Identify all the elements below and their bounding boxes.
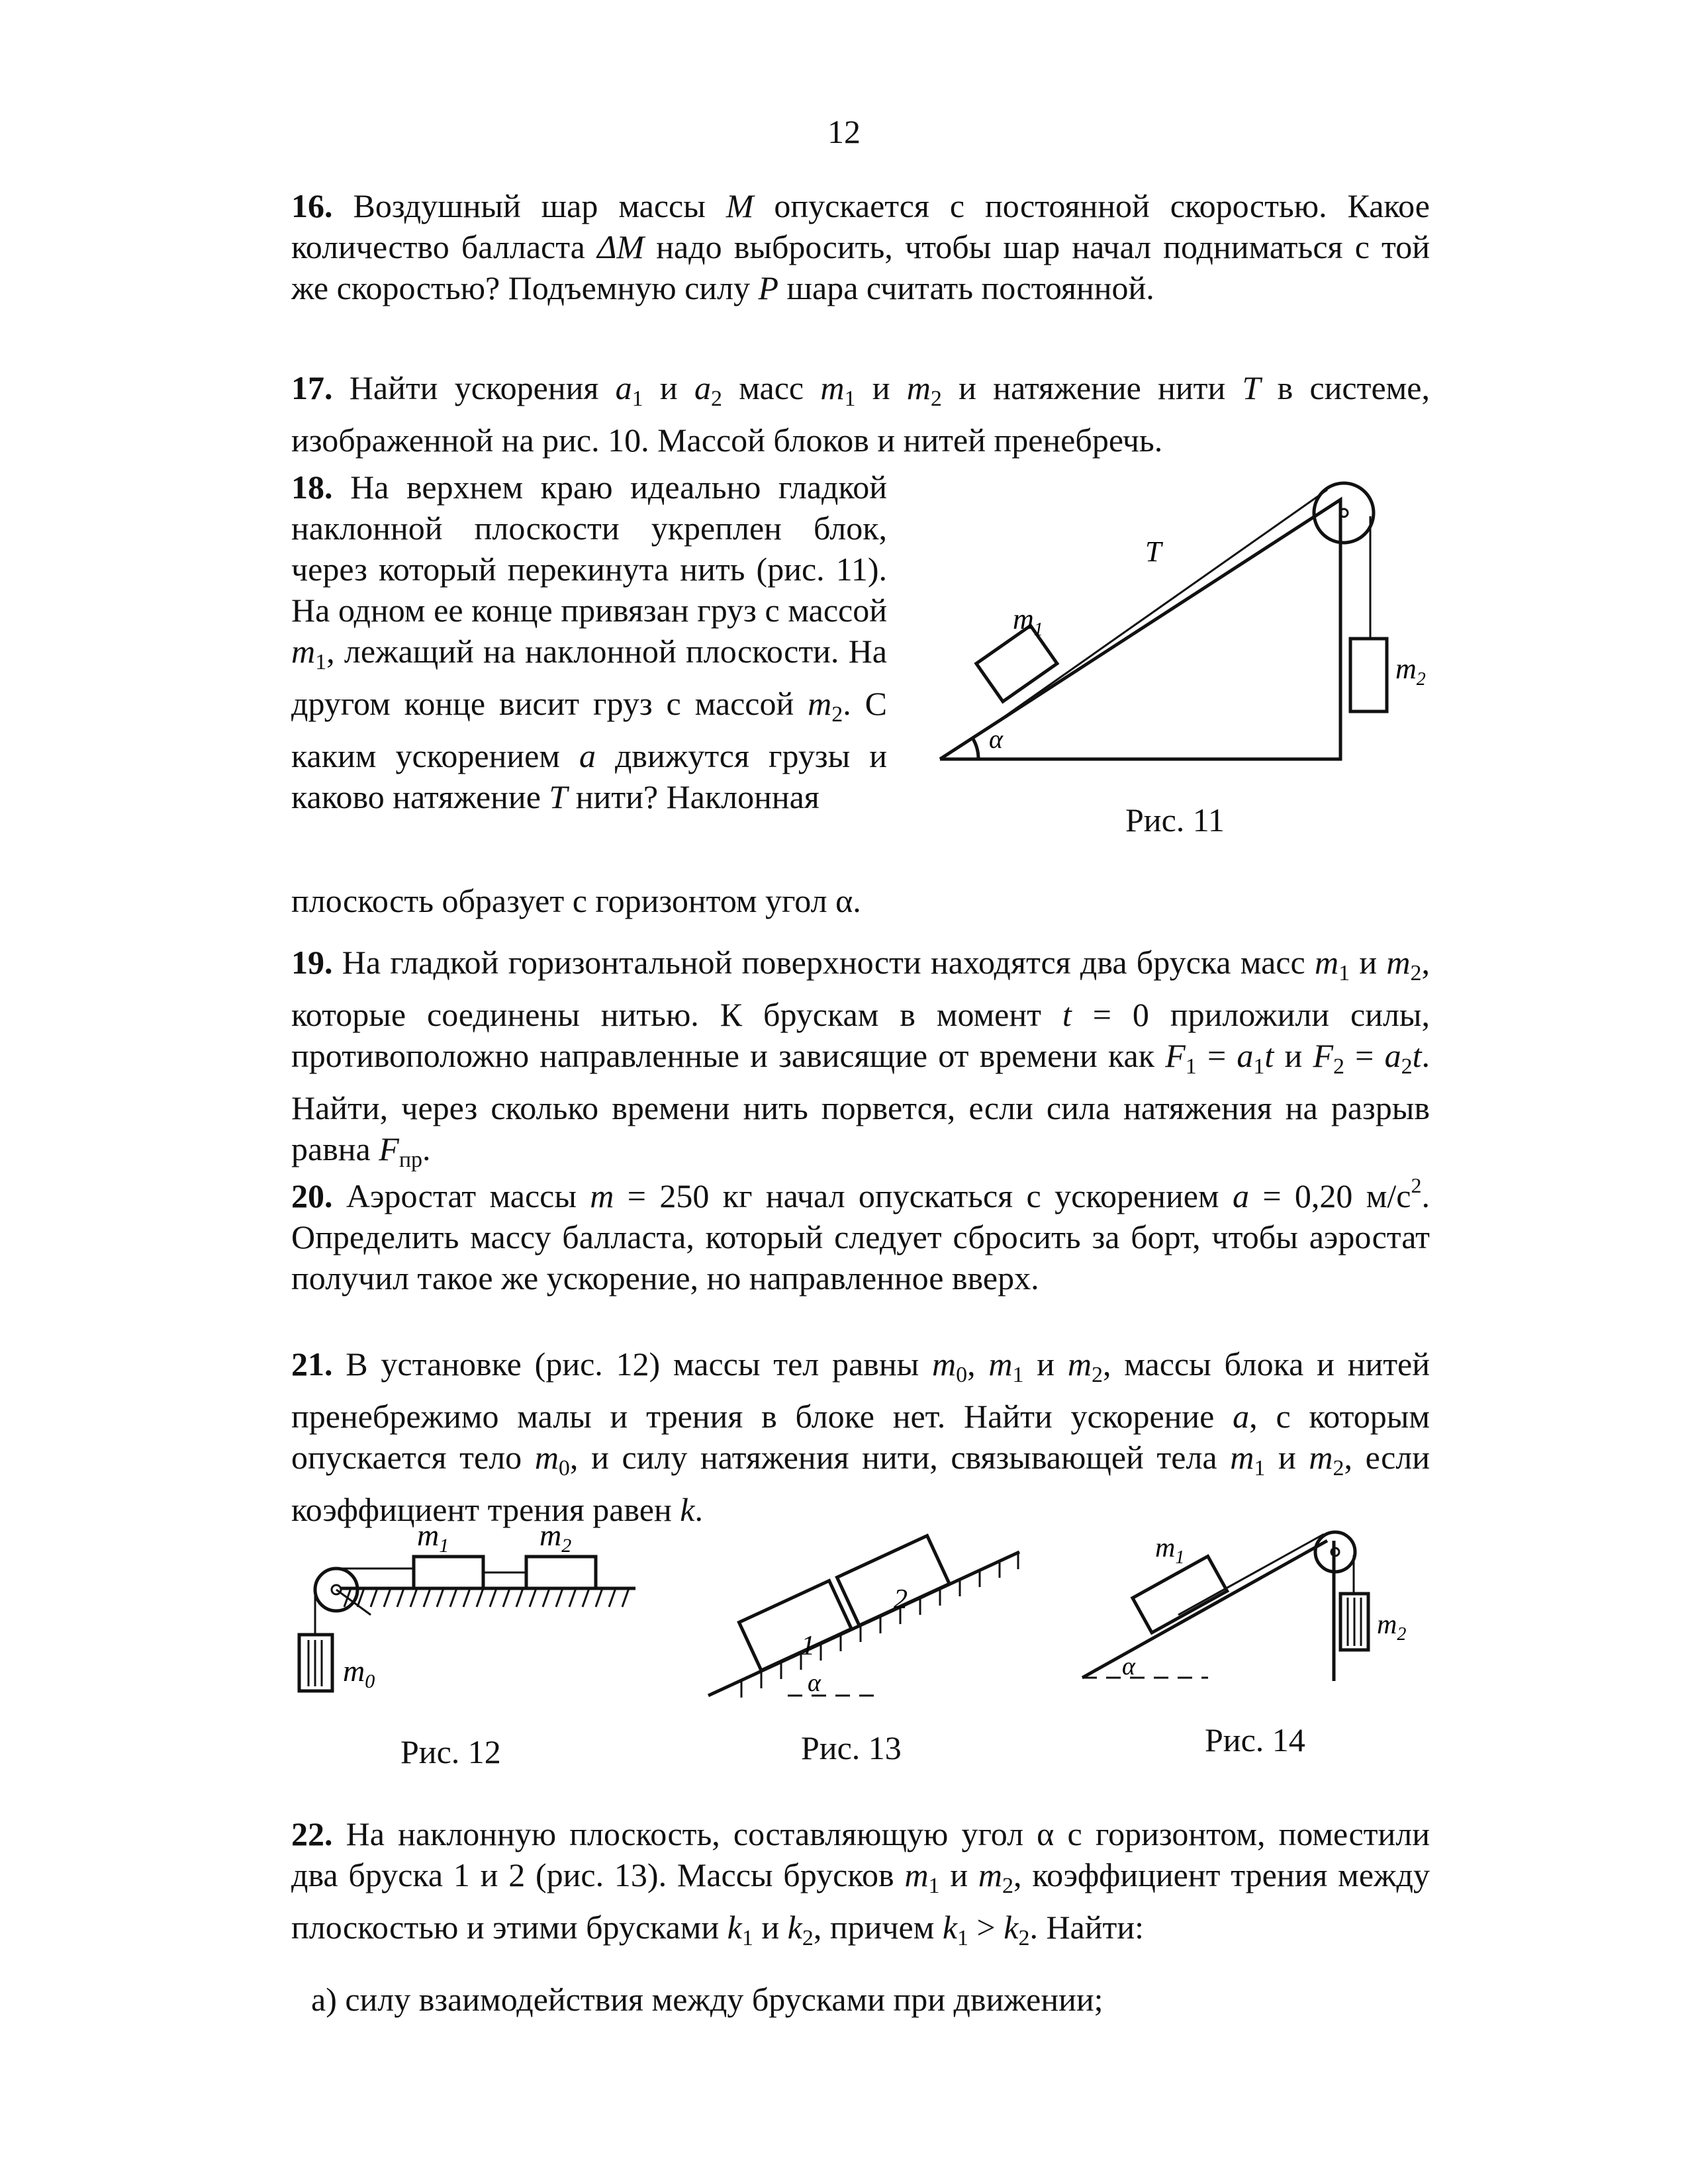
thread-upper (993, 490, 1327, 725)
block-m2 (1350, 639, 1387, 711)
label-m1: $m_1$ (417, 1518, 449, 1557)
incline-plane (1082, 1541, 1327, 1678)
figure-11-caption: Рис. 11 (1125, 801, 1225, 839)
problem-19: 19. На гладкой горизонтальной поверхности находятся два бруска масс $m_1$ и $m_2$, которые соединены нитью. К брускам в момент t = 0 приложили силы, противоположно направленные и зависящие от времени как $F_1 = a_1t$ и $F_2 = a_2t$. Найти, через сколько времени нить порвется, если сила натяжения на разрыв равна $F_{пр}$. (291, 944, 1430, 1172)
problem-18-tail: плоскость образует с горизонтом угол α. (291, 882, 861, 919)
label-alpha: α (808, 1669, 821, 1697)
label-m0: $m_0$ (343, 1654, 375, 1692)
block-m2 (526, 1557, 596, 1588)
figure-13-caption: Рис. 13 (801, 1729, 902, 1766)
figure-14-caption: Рис. 14 (1205, 1721, 1305, 1758)
angle-arc (972, 738, 978, 759)
problem-22: 22. На наклонную плоскость, составляющую угол α с горизонтом, поместили два бруска 1 и 2 (рис. 13). Массы брусков $m_1$ и $m_2$, коэффициент трения между плоскостью и этими брусками $k_1$ и $k_2$, причем $k_1 > k_2$. Найти: (291, 1815, 1430, 1950)
page-number: 12 (827, 113, 861, 150)
label-m1: $m_1$ (1155, 1533, 1185, 1568)
figure-14 (1072, 1516, 1443, 1701)
label-block-1: 1 (801, 1631, 815, 1661)
figure-12-caption: Рис. 12 (400, 1733, 501, 1770)
figure-12 (291, 1516, 662, 1707)
problem-20: 20. Аэростат массы m = 250 кг начал опускаться с ускорением a = 0,20 $м/с^2$. Определить массу балласта, который следует сбросить за борт, чтобы аэростат получил такое же ускорение, но направленное вверх. (291, 1173, 1430, 1297)
block-m1 (414, 1557, 483, 1588)
label-m2: $m_2$ (1377, 1610, 1407, 1645)
figure-13 (702, 1522, 1046, 1714)
problem-21: 21. В установке (рис. 12) массы тел равны $m_0$, $m_1$ и $m_2$, массы блока и нитей пренебрежимо малы и трения в блоке нет. Найти ускорение a, с которым опускается тело $m_0$, и силу натяжения нити, связывающей тела $m_1$ и $m_2$, если коэффициент трения равен k. (291, 1345, 1430, 1528)
problem-18: 18. На верхнем краю идеально гладкой наклонной плоскости укреплен блок, через который перекинута нить (рис. 11). На одном ее конце привязан груз с массой $m_1$, лежащий на наклонной плоскости. На другом конце висит груз с массой $m_2$. С каким ускорением a движутся грузы и каково натяжение T нити? Наклонная (291, 469, 887, 815)
label-T: T (1145, 535, 1162, 568)
label-m2: $m_2$ (539, 1518, 572, 1557)
label-alpha: α (1122, 1653, 1135, 1680)
figure-11 (927, 463, 1443, 781)
problem-16: 16. Воздушный шар массы M опускается с постоянной скоростью. Какое количество балласта ΔM надо выбросить, чтобы шар начал подниматься с той же скоростью? Подъемную силу P шара считать постоянной. (291, 187, 1430, 306)
problem-17: 17. Найти ускорения $a_1$ и $a_2$ масс $m_1$ и $m_2$ и натяжение нити T в системе, изображенной на рис. 10. Массой блоков и нитей пренебречь. (291, 369, 1430, 459)
table-hatching (344, 1588, 629, 1607)
label-m2: $m_2$ (1395, 653, 1426, 690)
label-alpha: α (989, 724, 1003, 754)
label-block-2: 2 (894, 1584, 908, 1615)
incline-hatching (741, 1552, 1018, 1698)
label-m1: $m_1$ (1013, 603, 1043, 640)
problem-22-item-a: а) силу взаимодействия между брусками при движении; (311, 1981, 1103, 2018)
